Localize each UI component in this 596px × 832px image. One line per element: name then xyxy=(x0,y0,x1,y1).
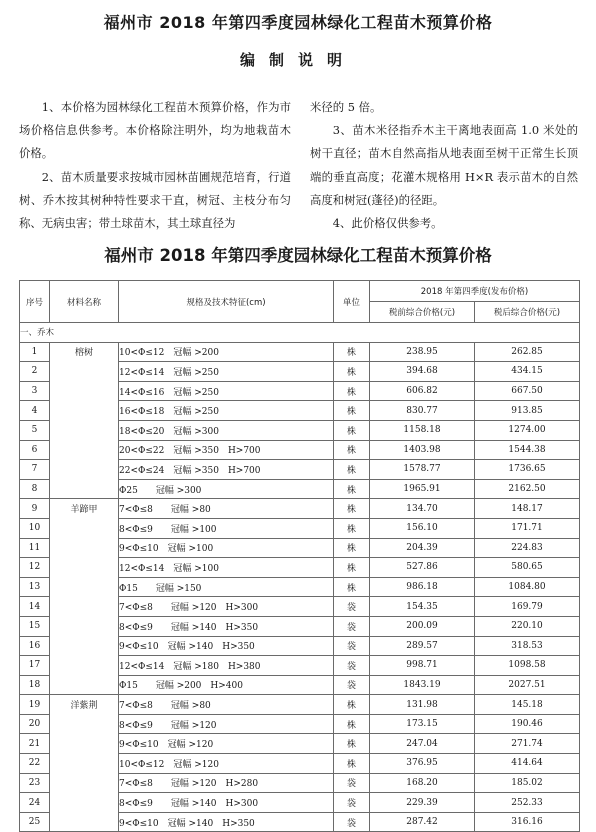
table-row xyxy=(20,616,580,636)
cell-no: 12 xyxy=(20,558,50,578)
cell-pre-tax: 394.68 xyxy=(370,362,475,382)
cell-unit: 株 xyxy=(334,538,370,558)
cell-spec: 12<Φ≤14 冠幅 >180 H>380 xyxy=(119,656,334,676)
cell-unit: 株 xyxy=(334,518,370,538)
table-row xyxy=(20,420,580,440)
cell-post-tax: 220.10 xyxy=(475,616,580,636)
cell-pre-tax: 527.86 xyxy=(370,558,475,578)
document-title: 福州市 2018 年第四季度园林绿化工程苗木预算价格 xyxy=(103,13,493,32)
cell-spec: 8<Φ≤9 冠幅 >140 H>350 xyxy=(119,616,334,636)
cell-post-tax: 414.64 xyxy=(475,754,580,774)
cell-post-tax: 434.15 xyxy=(475,362,580,382)
cell-no: 15 xyxy=(20,616,50,636)
cell-pre-tax: 204.39 xyxy=(370,538,475,558)
cell-spec: 12<Φ≤14 冠幅 >250 xyxy=(119,362,334,382)
cell-unit: 袋 xyxy=(334,812,370,832)
table-row xyxy=(20,479,580,499)
cell-post-tax: 262.85 xyxy=(475,342,580,362)
cell-post-tax: 667.50 xyxy=(475,381,580,401)
cell-pre-tax: 134.70 xyxy=(370,499,475,519)
note-paragraph: 3、苗木米径指乔木主干离地表面高 1.0 米处的树干直径；苗木自然高指从地表面至树干正常生长顶端的垂直高度；花灌木规格用 H×R 表示苗木的自然高度和树冠(蓬径)的径距。 xyxy=(310,123,578,207)
cell-name: 洋紫荆 xyxy=(50,695,119,715)
cell-name xyxy=(50,597,119,617)
cell-spec: 9<Φ≤10 冠幅 >100 xyxy=(119,538,334,558)
cell-post-tax: 190.46 xyxy=(475,714,580,734)
cell-spec: 14<Φ≤16 冠幅 >250 xyxy=(119,381,334,401)
cell-unit: 株 xyxy=(334,342,370,362)
cell-post-tax: 185.02 xyxy=(475,773,580,793)
table-row xyxy=(20,812,580,832)
cell-name xyxy=(50,558,119,578)
cell-spec: 16<Φ≤18 冠幅 >250 xyxy=(119,401,334,421)
cell-post-tax: 145.18 xyxy=(475,695,580,715)
table-row xyxy=(20,558,580,578)
cell-no: 22 xyxy=(20,754,50,774)
cell-no: 11 xyxy=(20,538,50,558)
cell-spec: 12<Φ≤14 冠幅 >100 xyxy=(119,558,334,578)
header-unit: 单位 xyxy=(334,281,370,323)
cell-post-tax: 580.65 xyxy=(475,558,580,578)
note-paragraph: 1、本价格为园林绿化工程苗木预算价格，作为市场价格信息供参考。本价格除注明外，均为地栽苗木价格。 xyxy=(19,100,291,161)
cell-spec: 7<Φ≤8 冠幅 >80 xyxy=(119,695,334,715)
cell-unit: 株 xyxy=(334,695,370,715)
cell-spec: Φ15 冠幅 >200 H>400 xyxy=(119,675,334,695)
table-row xyxy=(20,460,580,480)
cell-no: 21 xyxy=(20,734,50,754)
table-row xyxy=(20,636,580,656)
table-row xyxy=(20,362,580,382)
table-row xyxy=(20,675,580,695)
cell-name xyxy=(50,754,119,774)
cell-post-tax: 2162.50 xyxy=(475,479,580,499)
cell-name xyxy=(50,538,119,558)
cell-name xyxy=(50,577,119,597)
cell-unit: 株 xyxy=(334,381,370,401)
cell-spec: 9<Φ≤10 冠幅 >120 xyxy=(119,734,334,754)
cell-post-tax: 148.17 xyxy=(475,499,580,519)
cell-name xyxy=(50,440,119,460)
header-no: 序号 xyxy=(20,281,50,323)
cell-spec: Φ25 冠幅 >300 xyxy=(119,479,334,499)
cell-spec: 22<Φ≤24 冠幅 >350 H>700 xyxy=(119,460,334,480)
table-row xyxy=(20,793,580,813)
cell-no: 17 xyxy=(20,656,50,676)
header-pre-tax: 税前综合价格(元) xyxy=(370,302,475,323)
header-price-group: 2018 年第四季度(发布价格) xyxy=(370,281,580,302)
cell-name xyxy=(50,675,119,695)
cell-unit: 株 xyxy=(334,499,370,519)
cell-name xyxy=(50,656,119,676)
cell-name xyxy=(50,381,119,401)
cell-spec: 7<Φ≤8 冠幅 >120 H>280 xyxy=(119,773,334,793)
cell-post-tax: 913.85 xyxy=(475,401,580,421)
table-row xyxy=(20,440,580,460)
cell-name xyxy=(50,734,119,754)
cell-pre-tax: 156.10 xyxy=(370,518,475,538)
cell-no: 23 xyxy=(20,773,50,793)
cell-name xyxy=(50,420,119,440)
table-title: 福州市 2018 年第四季度园林绿化工程苗木预算价格 xyxy=(104,246,492,265)
table-row xyxy=(20,538,580,558)
table-row xyxy=(20,577,580,597)
cell-unit: 袋 xyxy=(334,793,370,813)
cell-post-tax: 1084.80 xyxy=(475,577,580,597)
cell-post-tax: 1736.65 xyxy=(475,460,580,480)
cell-unit: 株 xyxy=(334,440,370,460)
cell-unit: 株 xyxy=(334,577,370,597)
cell-unit: 株 xyxy=(334,558,370,578)
cell-pre-tax: 1578.77 xyxy=(370,460,475,480)
cell-post-tax: 1098.58 xyxy=(475,656,580,676)
cell-unit: 袋 xyxy=(334,675,370,695)
cell-no: 10 xyxy=(20,518,50,538)
cell-no: 19 xyxy=(20,695,50,715)
cell-post-tax: 169.79 xyxy=(475,597,580,617)
cell-unit: 株 xyxy=(334,734,370,754)
section-row xyxy=(20,323,580,343)
cell-name: 羊蹄甲 xyxy=(50,499,119,519)
header-post-tax: 税后综合价格(元) xyxy=(475,302,580,323)
cell-name xyxy=(50,773,119,793)
cell-unit: 袋 xyxy=(334,597,370,617)
cell-post-tax: 316.16 xyxy=(475,812,580,832)
cell-pre-tax: 247.04 xyxy=(370,734,475,754)
cell-no: 6 xyxy=(20,440,50,460)
cell-no: 24 xyxy=(20,793,50,813)
cell-spec: 7<Φ≤8 冠幅 >120 H>300 xyxy=(119,597,334,617)
notes-column-right xyxy=(310,96,578,235)
price-table xyxy=(19,280,580,832)
cell-unit: 株 xyxy=(334,754,370,774)
cell-spec: 10<Φ≤12 冠幅 >200 xyxy=(119,342,334,362)
cell-pre-tax: 1403.98 xyxy=(370,440,475,460)
note-continuation: 米径的 5 倍。 xyxy=(310,100,382,114)
section-heading-notes: 编制说明 xyxy=(239,51,356,69)
table-row xyxy=(20,597,580,617)
cell-no: 7 xyxy=(20,460,50,480)
cell-post-tax: 271.74 xyxy=(475,734,580,754)
header-name: 材料名称 xyxy=(50,281,119,323)
cell-pre-tax: 830.77 xyxy=(370,401,475,421)
cell-pre-tax: 606.82 xyxy=(370,381,475,401)
table-row xyxy=(20,754,580,774)
cell-no: 20 xyxy=(20,714,50,734)
cell-unit: 株 xyxy=(334,362,370,382)
header-spec: 规格及技术特征(cm) xyxy=(119,281,334,323)
table-row xyxy=(20,381,580,401)
cell-no: 4 xyxy=(20,401,50,421)
table-row xyxy=(20,695,580,715)
cell-pre-tax: 1843.19 xyxy=(370,675,475,695)
cell-no: 18 xyxy=(20,675,50,695)
cell-spec: 18<Φ≤20 冠幅 >300 xyxy=(119,420,334,440)
table-row xyxy=(20,773,580,793)
cell-name xyxy=(50,812,119,832)
cell-spec: 9<Φ≤10 冠幅 >140 H>350 xyxy=(119,636,334,656)
cell-pre-tax: 154.35 xyxy=(370,597,475,617)
note-paragraph: 2、苗木质量要求按城市园林苗圃规范培育，行道树、乔木按其树种特性要求干直，树冠、主枝分布匀称、无病虫害；带土球苗木，其土球直径为 xyxy=(19,169,291,231)
cell-unit: 袋 xyxy=(334,616,370,636)
table-row xyxy=(20,518,580,538)
cell-unit: 株 xyxy=(334,714,370,734)
cell-spec: 7<Φ≤8 冠幅 >80 xyxy=(119,499,334,519)
cell-spec: 10<Φ≤12 冠幅 >120 xyxy=(119,754,334,774)
cell-pre-tax: 289.57 xyxy=(370,636,475,656)
table-row xyxy=(20,656,580,676)
cell-unit: 袋 xyxy=(334,656,370,676)
cell-name xyxy=(50,714,119,734)
notes-column-left xyxy=(19,96,291,235)
cell-pre-tax: 287.42 xyxy=(370,812,475,832)
cell-name xyxy=(50,460,119,480)
cell-no: 14 xyxy=(20,597,50,617)
cell-name xyxy=(50,636,119,656)
cell-pre-tax: 986.18 xyxy=(370,577,475,597)
cell-spec: 20<Φ≤22 冠幅 >350 H>700 xyxy=(119,440,334,460)
cell-name xyxy=(50,362,119,382)
cell-pre-tax: 131.98 xyxy=(370,695,475,715)
cell-pre-tax: 998.71 xyxy=(370,656,475,676)
cell-post-tax: 2027.51 xyxy=(475,675,580,695)
cell-pre-tax: 173.15 xyxy=(370,714,475,734)
table-row xyxy=(20,714,580,734)
cell-no: 25 xyxy=(20,812,50,832)
table-row xyxy=(20,342,580,362)
cell-spec: 9<Φ≤10 冠幅 >140 H>350 xyxy=(119,812,334,832)
cell-no: 16 xyxy=(20,636,50,656)
cell-post-tax: 171.71 xyxy=(475,518,580,538)
cell-name: 榕树 xyxy=(50,342,119,362)
cell-post-tax: 1544.38 xyxy=(475,440,580,460)
cell-pre-tax: 200.09 xyxy=(370,616,475,636)
cell-unit: 株 xyxy=(334,420,370,440)
cell-spec: 8<Φ≤9 冠幅 >140 H>300 xyxy=(119,793,334,813)
cell-no: 9 xyxy=(20,499,50,519)
cell-no: 2 xyxy=(20,362,50,382)
cell-spec: 8<Φ≤9 冠幅 >100 xyxy=(119,518,334,538)
cell-no: 5 xyxy=(20,420,50,440)
table-row xyxy=(20,401,580,421)
cell-post-tax: 318.53 xyxy=(475,636,580,656)
cell-pre-tax: 229.39 xyxy=(370,793,475,813)
cell-name xyxy=(50,518,119,538)
cell-unit: 袋 xyxy=(334,636,370,656)
cell-pre-tax: 376.95 xyxy=(370,754,475,774)
cell-spec: 8<Φ≤9 冠幅 >120 xyxy=(119,714,334,734)
cell-name xyxy=(50,616,119,636)
cell-post-tax: 224.83 xyxy=(475,538,580,558)
cell-no: 3 xyxy=(20,381,50,401)
cell-no: 8 xyxy=(20,479,50,499)
note-paragraph: 4、此价格仅供参考。 xyxy=(332,216,443,231)
cell-name xyxy=(50,479,119,499)
cell-post-tax: 252.33 xyxy=(475,793,580,813)
cell-pre-tax: 1158.18 xyxy=(370,420,475,440)
table-header-row xyxy=(20,281,580,302)
cell-unit: 株 xyxy=(334,401,370,421)
cell-name xyxy=(50,793,119,813)
table-row xyxy=(20,499,580,519)
cell-pre-tax: 168.20 xyxy=(370,773,475,793)
cell-unit: 株 xyxy=(334,479,370,499)
cell-pre-tax: 238.95 xyxy=(370,342,475,362)
section-label: 一、乔木 xyxy=(20,323,580,343)
cell-name xyxy=(50,401,119,421)
cell-no: 13 xyxy=(20,577,50,597)
cell-no: 1 xyxy=(20,342,50,362)
cell-unit: 株 xyxy=(334,460,370,480)
cell-unit: 袋 xyxy=(334,773,370,793)
table-row xyxy=(20,734,580,754)
cell-spec: Φ15 冠幅 >150 xyxy=(119,577,334,597)
cell-pre-tax: 1965.91 xyxy=(370,479,475,499)
cell-post-tax: 1274.00 xyxy=(475,420,580,440)
